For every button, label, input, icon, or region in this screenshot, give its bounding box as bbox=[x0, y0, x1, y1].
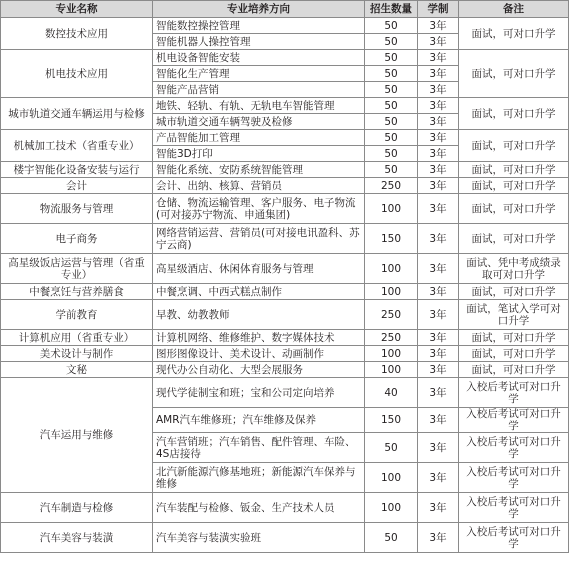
direction-cell: 现代办公自动化、大型会展服务 bbox=[153, 362, 365, 378]
major-name: 计算机应用（省重专业） bbox=[1, 330, 153, 346]
note-cell: 入校后考试可对口升学 bbox=[459, 433, 569, 463]
table-row bbox=[1, 493, 569, 523]
note-cell: 入校后考试可对口升学 bbox=[459, 463, 569, 493]
note-cell: 面试，可对口升学 bbox=[459, 362, 569, 378]
note-cell: 入校后考试可对口升学 bbox=[459, 493, 569, 523]
duration-cell: 3年 bbox=[418, 300, 459, 330]
table-row bbox=[1, 18, 569, 34]
duration-cell: 3年 bbox=[418, 254, 459, 284]
note-cell: 面试，可对口升学 bbox=[459, 162, 569, 178]
count-cell: 250 bbox=[365, 300, 418, 330]
direction-cell: 城市轨道交通车辆驾驶及检修 bbox=[153, 114, 365, 130]
direction-cell: 图形图像设计、美术设计、动画制作 bbox=[153, 346, 365, 362]
count-cell: 100 bbox=[365, 346, 418, 362]
direction-cell: 产品智能加工管理 bbox=[153, 130, 365, 146]
note-cell: 面试，可对口升学 bbox=[459, 130, 569, 162]
header-duration: 学制 bbox=[418, 1, 459, 18]
direction-cell: 智能3D打印 bbox=[153, 146, 365, 162]
table-row bbox=[1, 50, 569, 66]
count-cell: 50 bbox=[365, 114, 418, 130]
duration-cell: 3年 bbox=[418, 378, 459, 408]
duration-cell: 3年 bbox=[418, 178, 459, 194]
count-cell: 50 bbox=[365, 146, 418, 162]
major-name: 数控技术应用 bbox=[1, 18, 153, 50]
duration-cell: 3年 bbox=[418, 433, 459, 463]
note-cell: 入校后考试可对口升学 bbox=[459, 378, 569, 408]
count-cell: 50 bbox=[365, 162, 418, 178]
direction-cell: 汽车装配与检修、钣金、生产技术人员 bbox=[153, 493, 365, 523]
major-name: 汽车美容与装潢 bbox=[1, 523, 153, 553]
major-name: 会计 bbox=[1, 178, 153, 194]
table-body bbox=[1, 18, 569, 553]
major-name: 汽车制造与检修 bbox=[1, 493, 153, 523]
table-row bbox=[1, 194, 569, 224]
note-cell: 入校后考试可对口升学 bbox=[459, 523, 569, 553]
direction-cell: 会计、出纳、核算、营销员 bbox=[153, 178, 365, 194]
count-cell: 150 bbox=[365, 224, 418, 254]
duration-cell: 3年 bbox=[418, 146, 459, 162]
count-cell: 50 bbox=[365, 130, 418, 146]
direction-cell: 网络营销运营、营销员(可对接电讯盈科、苏宁云商) bbox=[153, 224, 365, 254]
count-cell: 100 bbox=[365, 254, 418, 284]
note-cell: 面试，可对口升学 bbox=[459, 98, 569, 130]
table-row bbox=[1, 224, 569, 254]
duration-cell: 3年 bbox=[418, 463, 459, 493]
major-name: 电子商务 bbox=[1, 224, 153, 254]
direction-cell: 高星级酒店、休闲体育服务与管理 bbox=[153, 254, 365, 284]
duration-cell: 3年 bbox=[418, 98, 459, 114]
table-row bbox=[1, 362, 569, 378]
major-name: 机电技术应用 bbox=[1, 50, 153, 98]
table-row bbox=[1, 98, 569, 114]
count-cell: 50 bbox=[365, 82, 418, 98]
duration-cell: 3年 bbox=[418, 162, 459, 178]
duration-cell: 3年 bbox=[418, 408, 459, 433]
count-cell: 100 bbox=[365, 194, 418, 224]
count-cell: 50 bbox=[365, 50, 418, 66]
direction-cell: 汽车营销班；汽车销售、配件管理、车险、4S店接待 bbox=[153, 433, 365, 463]
count-cell: 50 bbox=[365, 433, 418, 463]
header-direction: 专业培养方向 bbox=[153, 1, 365, 18]
major-name: 城市轨道交通车辆运用与检修 bbox=[1, 98, 153, 130]
note-cell: 面试，可对口升学 bbox=[459, 284, 569, 300]
direction-cell: 智能数控操控管理 bbox=[153, 18, 365, 34]
count-cell: 100 bbox=[365, 284, 418, 300]
count-cell: 100 bbox=[365, 493, 418, 523]
duration-cell: 3年 bbox=[418, 523, 459, 553]
note-cell: 入校后考试可对口升学 bbox=[459, 408, 569, 433]
duration-cell: 3年 bbox=[418, 50, 459, 66]
duration-cell: 3年 bbox=[418, 82, 459, 98]
direction-cell: 早教、幼教教师 bbox=[153, 300, 365, 330]
count-cell: 250 bbox=[365, 330, 418, 346]
direction-cell: 智能化系统、安防系统智能管理 bbox=[153, 162, 365, 178]
header-enrollment-count: 招生数量 bbox=[365, 1, 418, 18]
table-row bbox=[1, 300, 569, 330]
major-name: 物流服务与管理 bbox=[1, 194, 153, 224]
count-cell: 50 bbox=[365, 523, 418, 553]
count-cell: 250 bbox=[365, 178, 418, 194]
major-name: 楼宇智能化设备安装与运行 bbox=[1, 162, 153, 178]
table-row bbox=[1, 346, 569, 362]
duration-cell: 3年 bbox=[418, 330, 459, 346]
major-name: 学前教育 bbox=[1, 300, 153, 330]
major-name: 汽车运用与维修 bbox=[1, 378, 153, 493]
note-cell: 面试，可对口升学 bbox=[459, 346, 569, 362]
direction-cell: 机电设备智能安装 bbox=[153, 50, 365, 66]
direction-cell: 仓储、物流运输管理、客户服务、电子物流(可对接苏宁物流、申通集团) bbox=[153, 194, 365, 224]
note-cell: 面试，可对口升学 bbox=[459, 50, 569, 98]
direction-cell: 地铁、轻轨、有轨、无轨电车智能管理 bbox=[153, 98, 365, 114]
direction-cell: 计算机网络、维修维护、数字媒体技术 bbox=[153, 330, 365, 346]
count-cell: 100 bbox=[365, 362, 418, 378]
major-name: 美术设计与制作 bbox=[1, 346, 153, 362]
duration-cell: 3年 bbox=[418, 34, 459, 50]
duration-cell: 3年 bbox=[418, 130, 459, 146]
table-row bbox=[1, 378, 569, 408]
duration-cell: 3年 bbox=[418, 66, 459, 82]
major-name: 高星级饭店运营与管理（省重专业） bbox=[1, 254, 153, 284]
duration-cell: 3年 bbox=[418, 194, 459, 224]
direction-cell: AMR汽车维修班；汽车维修及保养 bbox=[153, 408, 365, 433]
direction-cell: 现代学徒制宝和班；宝和公司定向培养 bbox=[153, 378, 365, 408]
direction-cell: 中餐烹调、中西式糕点制作 bbox=[153, 284, 365, 300]
direction-cell: 智能产品营销 bbox=[153, 82, 365, 98]
header-major-name: 专业名称 bbox=[1, 1, 153, 18]
duration-cell: 3年 bbox=[418, 346, 459, 362]
duration-cell: 3年 bbox=[418, 224, 459, 254]
header-notes: 备注 bbox=[459, 1, 569, 18]
major-name: 机械加工技术（省重专业） bbox=[1, 130, 153, 162]
duration-cell: 3年 bbox=[418, 284, 459, 300]
table-row bbox=[1, 330, 569, 346]
direction-cell: 智能机器人操控管理 bbox=[153, 34, 365, 50]
table-header-row bbox=[1, 1, 569, 18]
table-row bbox=[1, 523, 569, 553]
table-row bbox=[1, 178, 569, 194]
note-cell: 面试，笔试入学可对口升学 bbox=[459, 300, 569, 330]
count-cell: 50 bbox=[365, 66, 418, 82]
table-row bbox=[1, 284, 569, 300]
direction-cell: 北汽新能源汽修基地班；新能源汽车保养与维修 bbox=[153, 463, 365, 493]
count-cell: 100 bbox=[365, 463, 418, 493]
note-cell: 面试，可对口升学 bbox=[459, 18, 569, 50]
note-cell: 面试，可对口升学 bbox=[459, 178, 569, 194]
duration-cell: 3年 bbox=[418, 493, 459, 523]
duration-cell: 3年 bbox=[418, 18, 459, 34]
count-cell: 50 bbox=[365, 34, 418, 50]
count-cell: 150 bbox=[365, 408, 418, 433]
count-cell: 40 bbox=[365, 378, 418, 408]
note-cell: 面试，可对口升学 bbox=[459, 330, 569, 346]
table-row bbox=[1, 162, 569, 178]
direction-cell: 汽车美容与装潢实验班 bbox=[153, 523, 365, 553]
table-row bbox=[1, 130, 569, 146]
major-name: 文秘 bbox=[1, 362, 153, 378]
note-cell: 面试、凭中考成绩录取可对口升学 bbox=[459, 254, 569, 284]
count-cell: 50 bbox=[365, 18, 418, 34]
note-cell: 面试，可对口升学 bbox=[459, 224, 569, 254]
duration-cell: 3年 bbox=[418, 114, 459, 130]
note-cell: 面试，可对口升学 bbox=[459, 194, 569, 224]
count-cell: 50 bbox=[365, 98, 418, 114]
direction-cell: 智能化生产管理 bbox=[153, 66, 365, 82]
duration-cell: 3年 bbox=[418, 362, 459, 378]
major-name: 中餐烹饪与营养膳食 bbox=[1, 284, 153, 300]
table-row bbox=[1, 254, 569, 284]
